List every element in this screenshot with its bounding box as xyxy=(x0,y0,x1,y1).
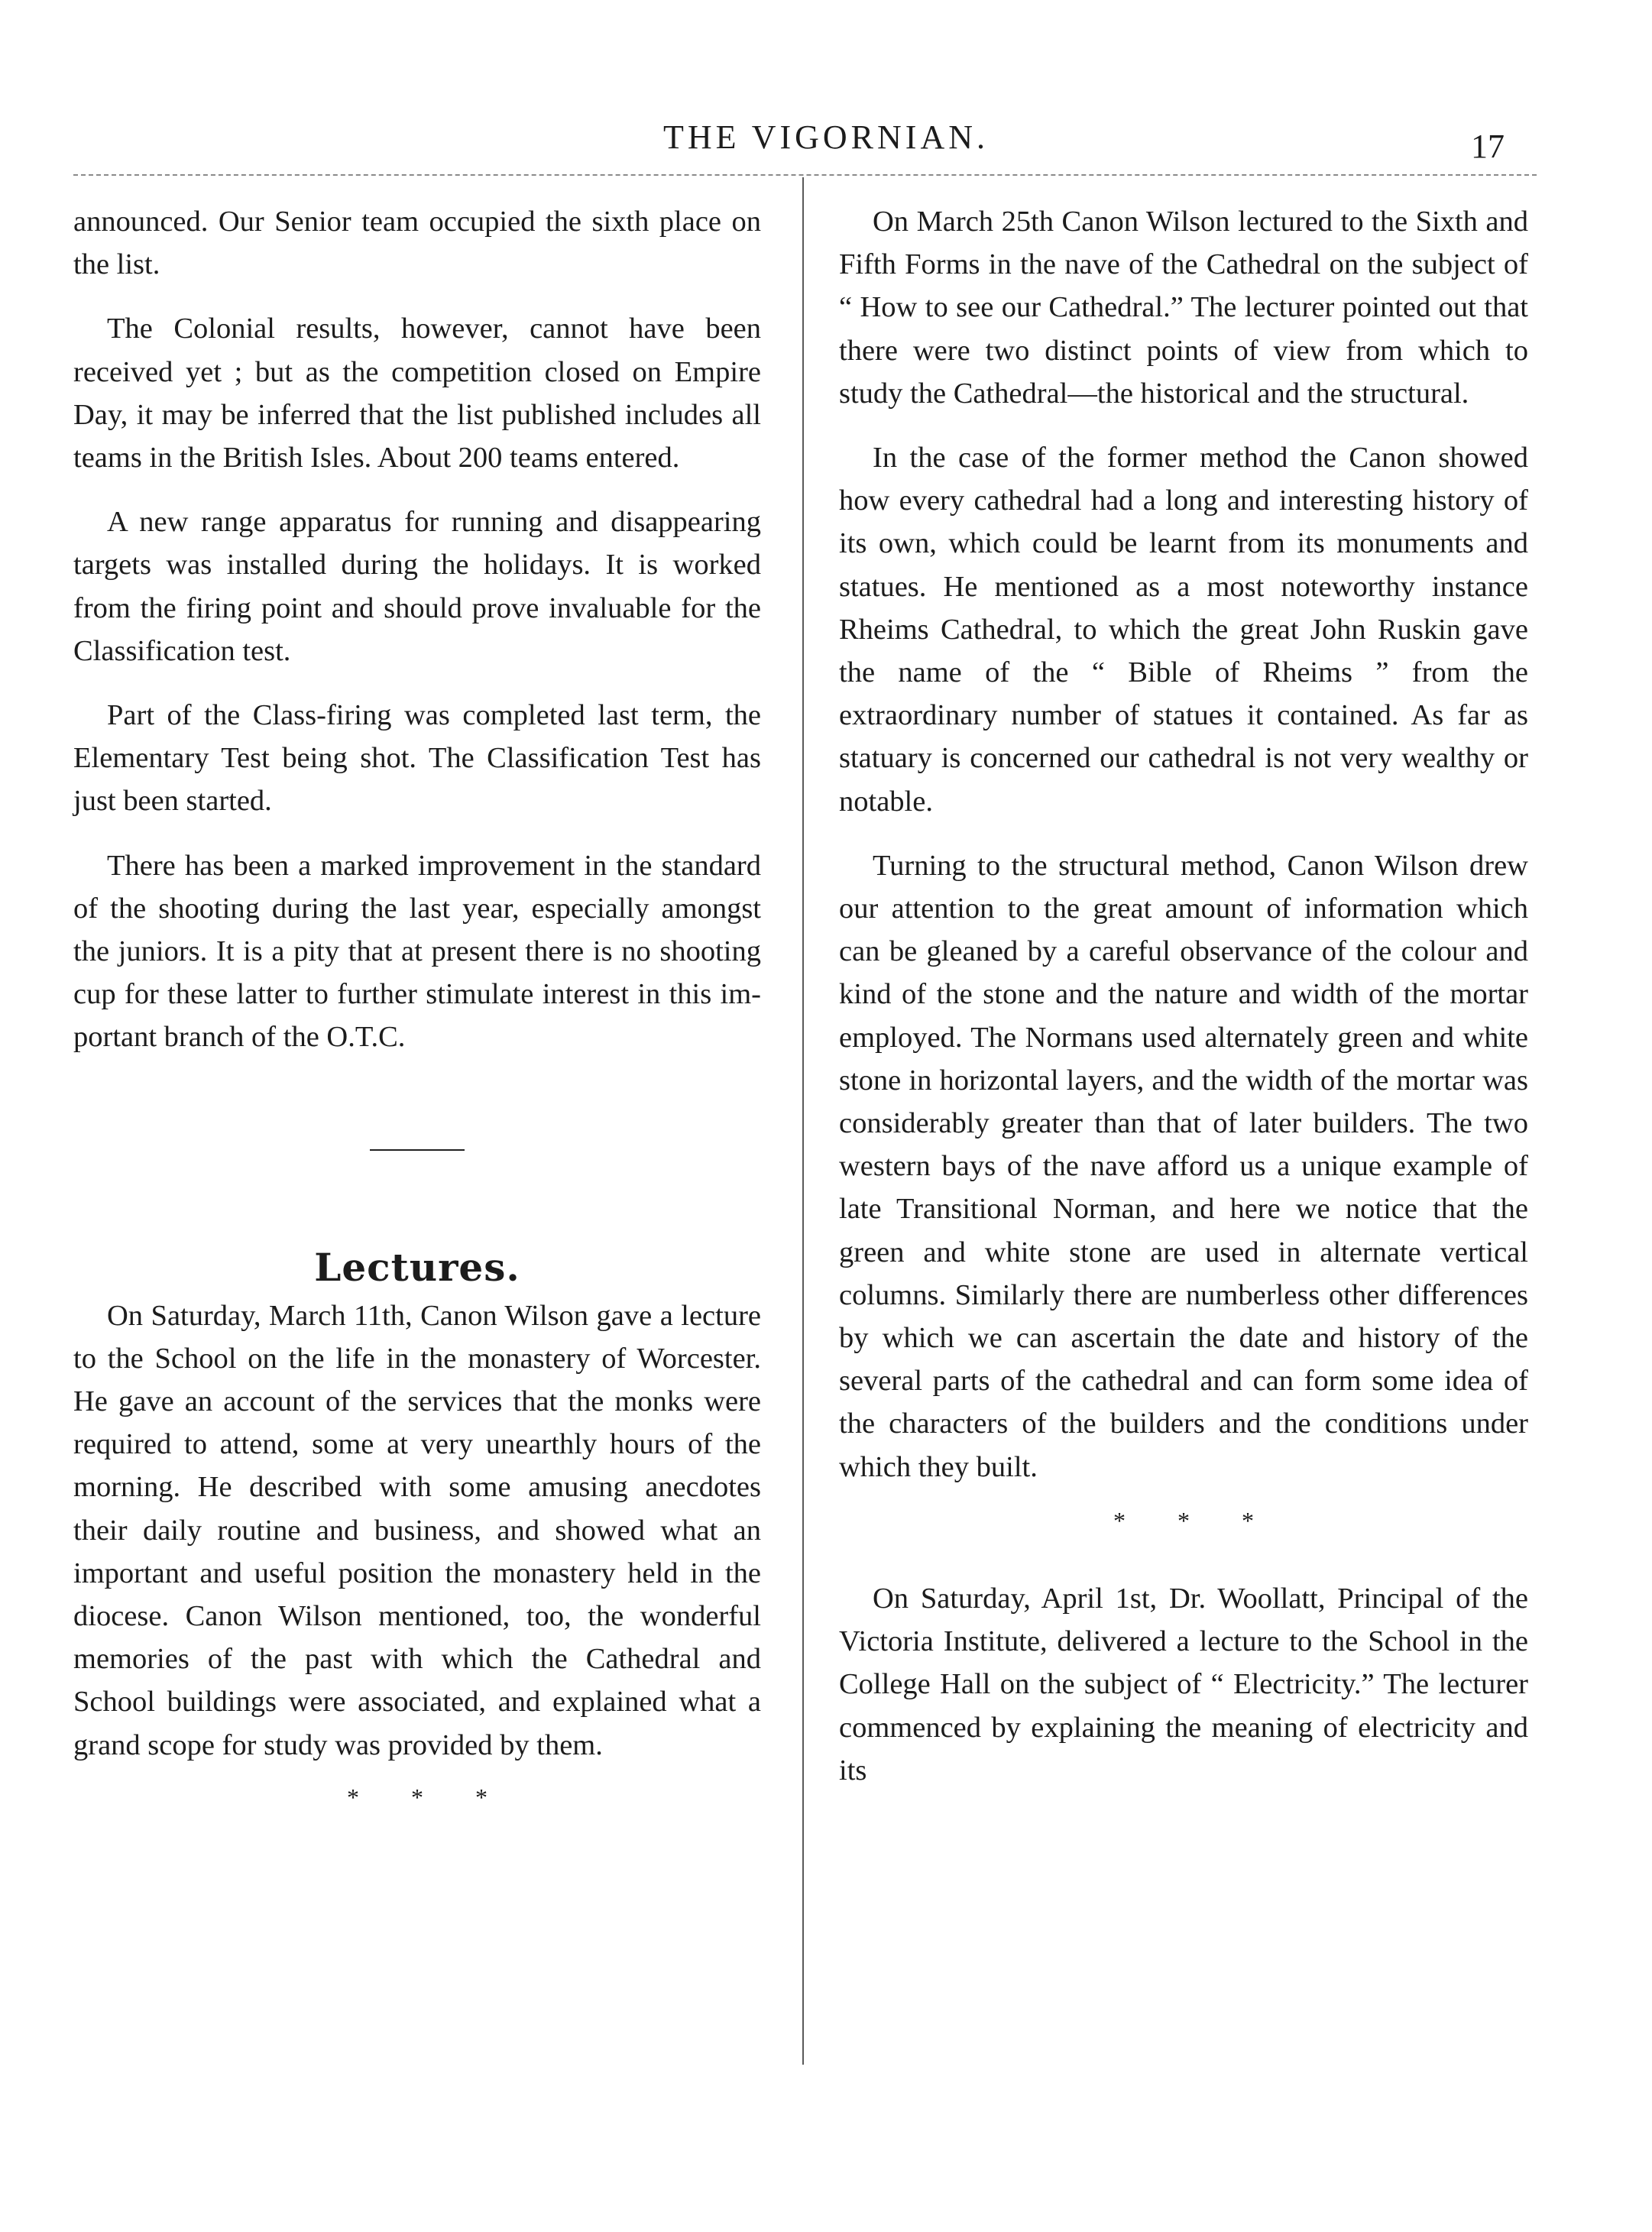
section-heading-lectures: Lectures. xyxy=(314,1244,520,1290)
header-rule xyxy=(73,174,1537,176)
left-column xyxy=(73,200,761,1816)
running-head xyxy=(0,115,1652,168)
paragraph-senior-team: announced. Our Senior team occupied the sixth place on the list. xyxy=(73,206,761,281)
paragraph-range-apparatus: A new range apparatus for running and disappearing targets was installed during the holidays. It is worked from the firing point and should prove invaluable for the Classification test. xyxy=(73,506,761,667)
section-divider xyxy=(370,1149,465,1151)
paragraph-structural-method: Turning to the structural method, Canon Wilson drew our attention to the great amount of information which can be gleaned by a careful observance of the colour and kind of the stone and the nature and width of the mortar employed. The Normans used alternately green and white stone in horizontal layers, and the width of the mortar was considerably greater than that of later builders. The two western bays of the nave afford us a unique example of late Transitional Norman, and here we notice that the green and white stone are used in alternate vertical columns. Similarly there are numberless other differences by which we can ascertain the date and history of the several parts of the cathedral and can form some idea of the characters of the builders and the conditions under which they built. xyxy=(839,849,1528,1483)
column-divider xyxy=(802,177,804,2065)
section-break-asterisks: * * * xyxy=(347,1783,510,1811)
paragraph-electricity-lecture: On Saturday, April 1st, Dr. Woollatt, Principal of the Victoria Institute, delivered a lecture to the School in the College Hall on the subject of “ Electricity.” The lecturer commenced by explaining the meaning of electricity and its xyxy=(839,1582,1528,1787)
paragraph-class-firing: Part of the Class-firing was completed last term, the Elementary Test being shot. The Classification Test has just been started. xyxy=(73,699,761,818)
paragraph-how-to-see-cathedral: On March 25th Canon Wilson lectured to the Sixth and Fifth Forms in the nave of the Cathedral on the subject of “ How to see our Cathedral.” The lecturer pointed out that there were two distinct points of view from which to study the Cathedral—the historical and the structural. xyxy=(839,206,1528,410)
paragraph-shooting-improvement: There has been a marked improvement in the standard of the shooting during the last year, especially amongst the juniors. It is a pity that at present there is no shooting cup for these latter to further stimulate interest in this important branch of the O.T.C. xyxy=(73,849,761,1054)
journal-title: THE VIGORNIAN. xyxy=(662,118,990,156)
page-number: 17 xyxy=(1471,128,1505,165)
right-column xyxy=(839,200,1528,1792)
section-break-asterisks: * * * xyxy=(1113,1506,1277,1534)
paragraph-monastery-lecture: On Saturday, March 11th, Canon Wilson gave a lecture to the School on the life in the monastery of Worcester. He gave an account of the services that the monks were required to attend, some at very unearthly hours of the morning. He described with some amusing anecdotes their daily routine and business, and showed what an important and useful position the monastery held in the diocese. Canon Wilson mentioned, too, the wonderful memories of the past with which the Cathedral and School buildings were associated, and explained what a grand scope for study was provided by them. xyxy=(73,1299,761,1761)
paragraph-historical-method: In the case of the former method the Canon showed how every cathedral had a long and interesting history of its own, which could be learnt from its monuments and statues. He mentioned as a most noteworthy instance Rheims Cathedral, to which the great John Ruskin gave the name of the “ Bible of Rheims ” from the extraordinary number of statues it contained. As far as statuary is concerned our cathedral is not very wealthy or notable. xyxy=(839,442,1528,818)
paragraph-colonial-results: The Colonial results, however, cannot have been received yet ; but as the competition closed on Empire Day, it may be inferred that the list published includes all teams in the British Isles. About 200 teams entered. xyxy=(73,313,761,475)
